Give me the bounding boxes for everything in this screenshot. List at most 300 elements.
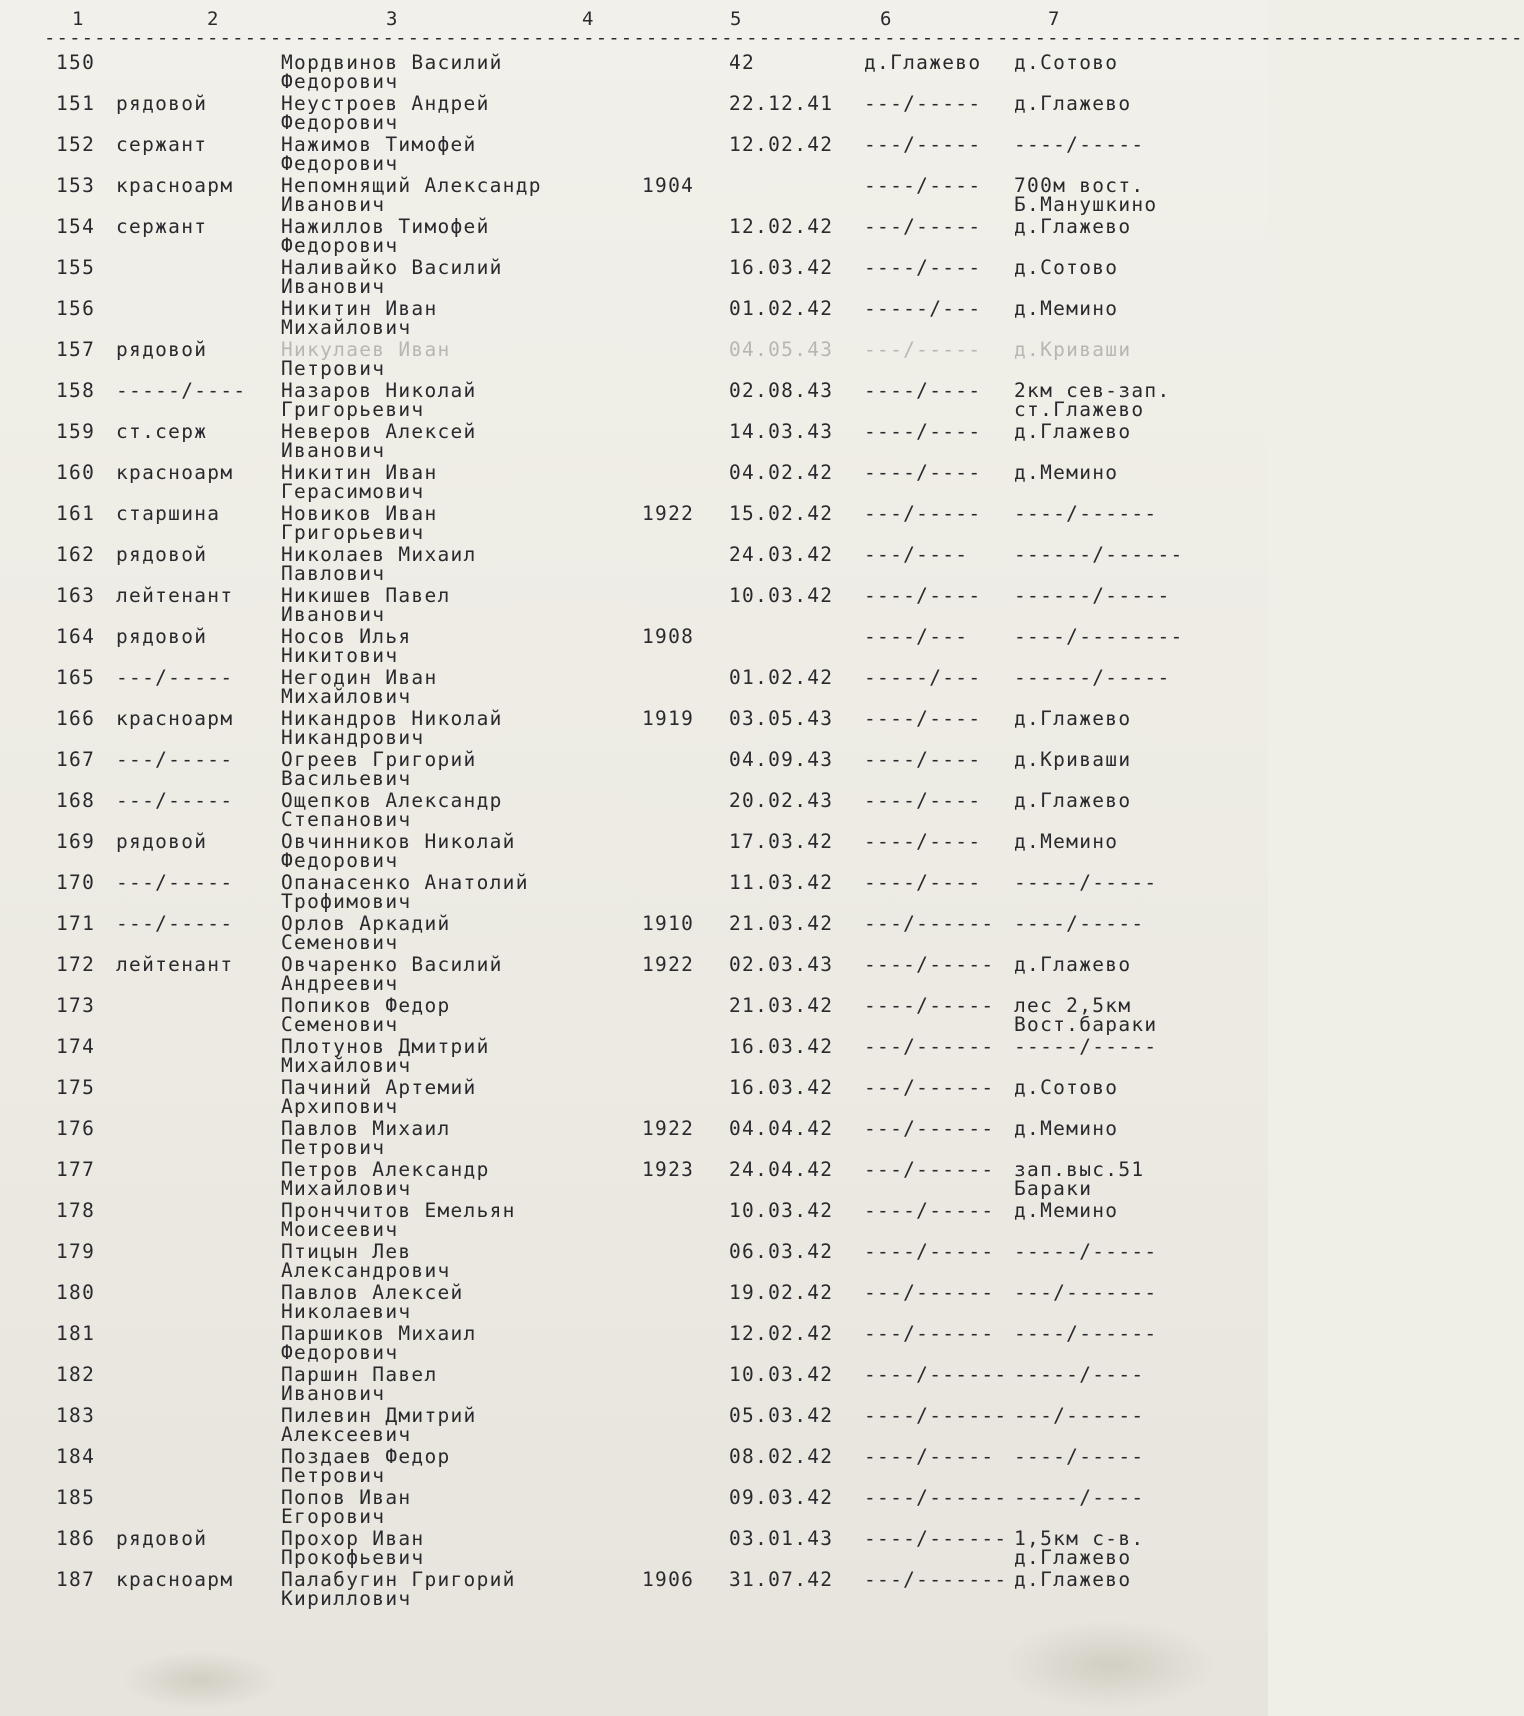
burial-field: ---/------ bbox=[864, 1035, 995, 1058]
burial-field: ----/---- bbox=[864, 584, 982, 607]
table-row bbox=[0, 214, 1268, 255]
table-row bbox=[0, 50, 1268, 91]
records-table bbox=[0, 50, 1268, 1608]
surname-name: Никитин Иван bbox=[281, 461, 438, 484]
burial-field: ---/------ bbox=[864, 1281, 995, 1304]
burial-place: ----/----- bbox=[1014, 1445, 1145, 1468]
surname-name: Новиков Иван bbox=[281, 502, 438, 525]
burial-place: ----/-------- bbox=[1014, 625, 1184, 648]
record-number: 167 bbox=[56, 748, 96, 771]
surname-name: Попиков Федор bbox=[281, 994, 451, 1017]
column-number-6: 6 bbox=[880, 8, 893, 30]
record-number: 177 bbox=[56, 1158, 96, 1181]
record-number: 159 bbox=[56, 420, 96, 443]
record-number: 154 bbox=[56, 215, 96, 238]
burial-field: ----/---- bbox=[864, 789, 982, 812]
burial-place: ---/------- bbox=[1014, 1281, 1158, 1304]
patronymic: Григорьевич bbox=[281, 521, 425, 544]
birth-year: 1922 bbox=[642, 953, 695, 976]
patronymic: Михайлович bbox=[281, 316, 412, 339]
burial-field: -----/--- bbox=[864, 297, 982, 320]
record-number: 166 bbox=[56, 707, 96, 730]
burial-place: ----/----- bbox=[1014, 912, 1145, 935]
burial-field: -----/--- bbox=[864, 666, 982, 689]
column-number-7: 7 bbox=[1048, 8, 1061, 30]
column-number-5: 5 bbox=[730, 8, 743, 30]
military-rank: рядовой bbox=[116, 1527, 208, 1550]
death-date: 02.08.43 bbox=[729, 379, 834, 402]
military-rank: лейтенант bbox=[116, 953, 234, 976]
military-rank: ---/----- bbox=[116, 871, 234, 894]
death-date: 12.02.42 bbox=[729, 1322, 834, 1345]
burial-field: д.Глажево bbox=[864, 51, 982, 74]
death-date: 24.04.42 bbox=[729, 1158, 834, 1181]
record-number: 152 bbox=[56, 133, 96, 156]
military-rank: старшина bbox=[116, 502, 221, 525]
table-row bbox=[0, 952, 1268, 993]
military-rank: ---/----- bbox=[116, 666, 234, 689]
burial-field: ----/------ bbox=[864, 1404, 1008, 1427]
table-row bbox=[0, 1567, 1268, 1608]
table-row bbox=[0, 706, 1268, 747]
military-rank: ---/----- bbox=[116, 912, 234, 935]
burial-place: зап.выс.51 bbox=[1014, 1158, 1145, 1181]
death-date: 04.09.43 bbox=[729, 748, 834, 771]
record-number: 185 bbox=[56, 1486, 96, 1509]
military-rank: красноарм bbox=[116, 707, 234, 730]
surname-name: Павлов Алексей bbox=[281, 1281, 464, 1304]
patronymic: Федорович bbox=[281, 111, 399, 134]
burial-place: ----/------ bbox=[1014, 1322, 1158, 1345]
death-date: 09.03.42 bbox=[729, 1486, 834, 1509]
death-date: 05.03.42 bbox=[729, 1404, 834, 1427]
record-number: 181 bbox=[56, 1322, 96, 1345]
military-rank: рядовой bbox=[116, 92, 208, 115]
burial-field: ----/------ bbox=[864, 1363, 1008, 1386]
table-row bbox=[0, 911, 1268, 952]
record-number: 169 bbox=[56, 830, 96, 853]
military-rank: рядовой bbox=[116, 625, 208, 648]
burial-place: -----/----- bbox=[1014, 1240, 1158, 1263]
patronymic: Герасимович bbox=[281, 480, 425, 503]
patronymic: Моисеевич bbox=[281, 1218, 399, 1241]
death-date: 16.03.42 bbox=[729, 1035, 834, 1058]
burial-field: ----/---- bbox=[864, 830, 982, 853]
surname-name: Паршин Павел bbox=[281, 1363, 438, 1386]
burial-field: ---/----- bbox=[864, 133, 982, 156]
burial-place: 2км сев-зап. bbox=[1014, 379, 1171, 402]
patronymic: Павлович bbox=[281, 562, 386, 585]
table-row bbox=[0, 1075, 1268, 1116]
surname-name: Негодин Иван bbox=[281, 666, 438, 689]
column-number-1: 1 bbox=[72, 8, 85, 30]
death-date: 06.03.42 bbox=[729, 1240, 834, 1263]
burial-place: -----/----- bbox=[1014, 1035, 1158, 1058]
burial-field: ---/------ bbox=[864, 1158, 995, 1181]
death-date: 20.02.43 bbox=[729, 789, 834, 812]
table-row bbox=[0, 1444, 1268, 1485]
table-row bbox=[0, 747, 1268, 788]
birth-year: 1919 bbox=[642, 707, 695, 730]
table-row bbox=[0, 1362, 1268, 1403]
surname-name: Орлов Аркадий bbox=[281, 912, 451, 935]
military-rank: ---/----- bbox=[116, 748, 234, 771]
record-number: 155 bbox=[56, 256, 96, 279]
burial-field: ---/------- bbox=[864, 1568, 1008, 1591]
birth-year: 1922 bbox=[642, 502, 695, 525]
burial-place: д.Сотово bbox=[1014, 51, 1119, 74]
record-number: 184 bbox=[56, 1445, 96, 1468]
surname-name: Никитин Иван bbox=[281, 297, 438, 320]
paper-stain bbox=[120, 1650, 280, 1710]
surname-name: Огреев Григорий bbox=[281, 748, 477, 771]
record-number: 171 bbox=[56, 912, 96, 935]
record-number: 180 bbox=[56, 1281, 96, 1304]
death-date: 03.01.43 bbox=[729, 1527, 834, 1550]
patronymic: Федорович bbox=[281, 234, 399, 257]
birth-year: 1910 bbox=[642, 912, 695, 935]
surname-name: Неверов Алексей bbox=[281, 420, 477, 443]
record-number: 160 bbox=[56, 461, 96, 484]
record-number: 182 bbox=[56, 1363, 96, 1386]
death-date: 02.03.43 bbox=[729, 953, 834, 976]
burial-place: 700м вост. bbox=[1014, 174, 1145, 197]
table-row bbox=[0, 1321, 1268, 1362]
burial-field: ---/------ bbox=[864, 1117, 995, 1140]
table-row bbox=[0, 829, 1268, 870]
birth-year: 1908 bbox=[642, 625, 695, 648]
header-divider: ---------------------------------------------------------------------------------------------------------------------- bbox=[44, 27, 1524, 49]
birth-year: 1906 bbox=[642, 1568, 695, 1591]
burial-place: д.Мемино bbox=[1014, 461, 1119, 484]
death-date: 31.07.42 bbox=[729, 1568, 834, 1591]
patronymic: Петрович bbox=[281, 1136, 386, 1159]
death-date: 10.03.42 bbox=[729, 1199, 834, 1222]
patronymic: Иванович bbox=[281, 603, 386, 626]
military-rank: красноарм bbox=[116, 174, 234, 197]
surname-name: Назаров Николай bbox=[281, 379, 477, 402]
military-rank: -----/---- bbox=[116, 379, 247, 402]
burial-place: ----/------ bbox=[1014, 502, 1158, 525]
burial-place: ---/------ bbox=[1014, 1404, 1145, 1427]
table-row bbox=[0, 132, 1268, 173]
table-row bbox=[0, 296, 1268, 337]
table-row bbox=[0, 501, 1268, 542]
table-row bbox=[0, 378, 1268, 419]
burial-field: ----/---- bbox=[864, 748, 982, 771]
burial-field: ----/------ bbox=[864, 1527, 1008, 1550]
burial-place: д.Мемино bbox=[1014, 1199, 1119, 1222]
record-number: 175 bbox=[56, 1076, 96, 1099]
patronymic: Иванович bbox=[281, 275, 386, 298]
military-rank: рядовой bbox=[116, 830, 208, 853]
surname-name: Неустроев Андрей bbox=[281, 92, 490, 115]
table-row bbox=[0, 665, 1268, 706]
surname-name: Птицын Лев bbox=[281, 1240, 412, 1263]
burial-place: -----/----- bbox=[1014, 871, 1158, 894]
patronymic: Прокофьевич bbox=[281, 1546, 425, 1569]
burial-field: ----/------ bbox=[864, 1486, 1008, 1509]
patronymic: Никитович bbox=[281, 644, 399, 667]
record-number: 150 bbox=[56, 51, 96, 74]
burial-field: ----/----- bbox=[864, 994, 995, 1017]
column-number-2: 2 bbox=[207, 8, 220, 30]
burial-field: ----/---- bbox=[864, 707, 982, 730]
burial-place: д.Глажево bbox=[1014, 215, 1132, 238]
surname-name: Никулаев Иван bbox=[281, 338, 451, 361]
death-date: 10.03.42 bbox=[729, 584, 834, 607]
burial-place: ------/----- bbox=[1014, 666, 1171, 689]
surname-name: Попов Иван bbox=[281, 1486, 412, 1509]
patronymic: Михайлович bbox=[281, 1054, 412, 1077]
burial-place-detail: ст.Глажево bbox=[1014, 398, 1145, 421]
military-rank: красноарм bbox=[116, 1568, 234, 1591]
record-number: 156 bbox=[56, 297, 96, 320]
surname-name: Пачиний Артемий bbox=[281, 1076, 477, 1099]
surname-name: Павлов Михаил bbox=[281, 1117, 451, 1140]
surname-name: Наливайко Василий bbox=[281, 256, 503, 279]
table-row bbox=[0, 460, 1268, 501]
military-rank: рядовой bbox=[116, 338, 208, 361]
burial-field: ----/---- bbox=[864, 379, 982, 402]
death-date: 17.03.42 bbox=[729, 830, 834, 853]
surname-name: Овчаренко Василий bbox=[281, 953, 503, 976]
burial-place: д.Глажево bbox=[1014, 707, 1132, 730]
burial-field: ---/---- bbox=[864, 543, 969, 566]
table-row bbox=[0, 337, 1268, 378]
burial-place: ------/------ bbox=[1014, 543, 1184, 566]
surname-name: Поздаев Федор bbox=[281, 1445, 451, 1468]
military-rank: красноарм bbox=[116, 461, 234, 484]
death-date: 11.03.42 bbox=[729, 871, 834, 894]
death-date: 22.12.41 bbox=[729, 92, 834, 115]
death-date: 01.02.42 bbox=[729, 297, 834, 320]
burial-place: ----/----- bbox=[1014, 133, 1145, 156]
surname-name: Опанасенко Анатолий bbox=[281, 871, 529, 894]
death-date: 21.03.42 bbox=[729, 912, 834, 935]
burial-field: ----/---- bbox=[864, 174, 982, 197]
table-row bbox=[0, 583, 1268, 624]
death-date: 16.03.42 bbox=[729, 1076, 834, 1099]
burial-place: д.Глажево bbox=[1014, 1568, 1132, 1591]
record-number: 168 bbox=[56, 789, 96, 812]
death-date: 04.05.43 bbox=[729, 338, 834, 361]
patronymic: Федорович bbox=[281, 1341, 399, 1364]
death-date: 04.04.42 bbox=[729, 1117, 834, 1140]
death-date: 42 bbox=[729, 51, 756, 74]
surname-name: Носов Илья bbox=[281, 625, 412, 648]
death-date: 12.02.42 bbox=[729, 133, 834, 156]
burial-field: ----/----- bbox=[864, 1445, 995, 1468]
birth-year: 1923 bbox=[642, 1158, 695, 1181]
record-number: 161 bbox=[56, 502, 96, 525]
table-row bbox=[0, 173, 1268, 214]
column-number-4: 4 bbox=[582, 8, 595, 30]
record-number: 157 bbox=[56, 338, 96, 361]
record-number: 172 bbox=[56, 953, 96, 976]
table-row bbox=[0, 255, 1268, 296]
patronymic: Андреевич bbox=[281, 972, 399, 995]
record-number: 183 bbox=[56, 1404, 96, 1427]
table-row bbox=[0, 91, 1268, 132]
death-date: 15.02.42 bbox=[729, 502, 834, 525]
table-row bbox=[0, 788, 1268, 829]
table-row bbox=[0, 542, 1268, 583]
surname-name: Никандров Николай bbox=[281, 707, 503, 730]
death-date: 04.02.42 bbox=[729, 461, 834, 484]
surname-name: Пилевин Дмитрий bbox=[281, 1404, 477, 1427]
burial-place: д.Глажево bbox=[1014, 92, 1132, 115]
burial-place: 1,5км с-в. bbox=[1014, 1527, 1145, 1550]
table-row bbox=[0, 870, 1268, 911]
burial-place: д.Криваши bbox=[1014, 748, 1132, 771]
surname-name: Ощепков Александр bbox=[281, 789, 503, 812]
burial-field: ----/---- bbox=[864, 871, 982, 894]
military-rank: рядовой bbox=[116, 543, 208, 566]
surname-name: Паршиков Михаил bbox=[281, 1322, 477, 1345]
patronymic: Михайлович bbox=[281, 685, 412, 708]
patronymic: Петрович bbox=[281, 1464, 386, 1487]
surname-name: Нажиллов Тимофей bbox=[281, 215, 490, 238]
death-date: 24.03.42 bbox=[729, 543, 834, 566]
record-number: 151 bbox=[56, 92, 96, 115]
surname-name: Прохор Иван bbox=[281, 1527, 425, 1550]
record-number: 178 bbox=[56, 1199, 96, 1222]
burial-field: ---/------ bbox=[864, 912, 995, 935]
surname-name: Палабугин Григорий bbox=[281, 1568, 516, 1591]
death-date: 14.03.43 bbox=[729, 420, 834, 443]
surname-name: Плотунов Дмитрий bbox=[281, 1035, 490, 1058]
paper-stain bbox=[1000, 1620, 1220, 1710]
birth-year: 1904 bbox=[642, 174, 695, 197]
burial-field: ----/----- bbox=[864, 953, 995, 976]
burial-place: д.Мемино bbox=[1014, 297, 1119, 320]
burial-place: д.Мемино bbox=[1014, 830, 1119, 853]
patronymic: Иванович bbox=[281, 193, 386, 216]
patronymic: Кириллович bbox=[281, 1587, 412, 1610]
military-rank: ст.серж bbox=[116, 420, 208, 443]
burial-place: д.Сотово bbox=[1014, 1076, 1119, 1099]
patronymic: Семенович bbox=[281, 1013, 399, 1036]
patronymic: Николаевич bbox=[281, 1300, 412, 1323]
burial-field: ---/------ bbox=[864, 1076, 995, 1099]
burial-place: д.Глажево bbox=[1014, 420, 1132, 443]
record-number: 176 bbox=[56, 1117, 96, 1140]
record-number: 153 bbox=[56, 174, 96, 197]
burial-field: ----/----- bbox=[864, 1240, 995, 1263]
patronymic: Егорович bbox=[281, 1505, 386, 1528]
record-number: 179 bbox=[56, 1240, 96, 1263]
record-number: 165 bbox=[56, 666, 96, 689]
surname-name: Нажимов Тимофей bbox=[281, 133, 477, 156]
burial-place: -----/---- bbox=[1014, 1486, 1145, 1509]
birth-year: 1922 bbox=[642, 1117, 695, 1140]
burial-field: ---/----- bbox=[864, 338, 982, 361]
burial-place: -----/---- bbox=[1014, 1363, 1145, 1386]
patronymic: Иванович bbox=[281, 1382, 386, 1405]
record-number: 170 bbox=[56, 871, 96, 894]
burial-place-detail: Б.Манушкино bbox=[1014, 193, 1158, 216]
record-number: 158 bbox=[56, 379, 96, 402]
military-rank: лейтенант bbox=[116, 584, 234, 607]
patronymic: Петрович bbox=[281, 357, 386, 380]
patronymic: Алексеевич bbox=[281, 1423, 412, 1446]
table-row bbox=[0, 1116, 1268, 1157]
burial-place: д.Мемино bbox=[1014, 1117, 1119, 1140]
death-date: 03.05.43 bbox=[729, 707, 834, 730]
death-date: 16.03.42 bbox=[729, 256, 834, 279]
patronymic: Федорович bbox=[281, 849, 399, 872]
burial-place: д.Сотово bbox=[1014, 256, 1119, 279]
table-row bbox=[0, 1485, 1268, 1526]
record-number: 164 bbox=[56, 625, 96, 648]
burial-field: ---/------ bbox=[864, 1322, 995, 1345]
death-date: 12.02.42 bbox=[729, 215, 834, 238]
record-number: 162 bbox=[56, 543, 96, 566]
patronymic: Степанович bbox=[281, 808, 412, 831]
burial-field: ---/----- bbox=[864, 215, 982, 238]
military-rank: ---/----- bbox=[116, 789, 234, 812]
surname-name: Петров Александр bbox=[281, 1158, 490, 1181]
record-number: 163 bbox=[56, 584, 96, 607]
table-row bbox=[0, 624, 1268, 665]
burial-place-detail: Вост.бараки bbox=[1014, 1013, 1158, 1036]
burial-field: ---/----- bbox=[864, 502, 982, 525]
column-number-3: 3 bbox=[386, 8, 399, 30]
surname-name: Никишев Павел bbox=[281, 584, 451, 607]
patronymic: Григорьевич bbox=[281, 398, 425, 421]
table-row bbox=[0, 993, 1268, 1034]
patronymic: Иванович bbox=[281, 439, 386, 462]
burial-field: ----/----- bbox=[864, 1199, 995, 1222]
record-number: 186 bbox=[56, 1527, 96, 1550]
patronymic: Никандрович bbox=[281, 726, 425, 749]
death-date: 19.02.42 bbox=[729, 1281, 834, 1304]
surname-name: Пронччитов Емельян bbox=[281, 1199, 516, 1222]
patronymic: Михайлович bbox=[281, 1177, 412, 1200]
burial-field: ----/---- bbox=[864, 461, 982, 484]
burial-place-detail: д.Глажево bbox=[1014, 1546, 1132, 1569]
table-row bbox=[0, 419, 1268, 460]
patronymic: Федорович bbox=[281, 70, 399, 93]
table-row bbox=[0, 1280, 1268, 1321]
death-date: 01.02.42 bbox=[729, 666, 834, 689]
patronymic: Александрович bbox=[281, 1259, 451, 1282]
table-row bbox=[0, 1239, 1268, 1280]
record-number: 173 bbox=[56, 994, 96, 1017]
death-date: 08.02.42 bbox=[729, 1445, 834, 1468]
burial-field: ----/--- bbox=[864, 625, 969, 648]
burial-place: д.Глажево bbox=[1014, 789, 1132, 812]
record-number: 187 bbox=[56, 1568, 96, 1591]
burial-place: д.Криваши bbox=[1014, 338, 1132, 361]
burial-place: ------/----- bbox=[1014, 584, 1171, 607]
patronymic: Федорович bbox=[281, 152, 399, 175]
death-date: 21.03.42 bbox=[729, 994, 834, 1017]
burial-place: лес 2,5км bbox=[1014, 994, 1132, 1017]
record-number: 174 bbox=[56, 1035, 96, 1058]
patronymic: Семенович bbox=[281, 931, 399, 954]
patronymic: Васильевич bbox=[281, 767, 412, 790]
surname-name: Николаев Михаил bbox=[281, 543, 477, 566]
burial-place-detail: Бараки bbox=[1014, 1177, 1093, 1200]
patronymic: Архипович bbox=[281, 1095, 399, 1118]
surname-name: Мордвинов Василий bbox=[281, 51, 503, 74]
burial-field: ----/---- bbox=[864, 420, 982, 443]
military-rank: сержант bbox=[116, 133, 208, 156]
table-row bbox=[0, 1526, 1268, 1567]
surname-name: Непомнящий Александр bbox=[281, 174, 542, 197]
